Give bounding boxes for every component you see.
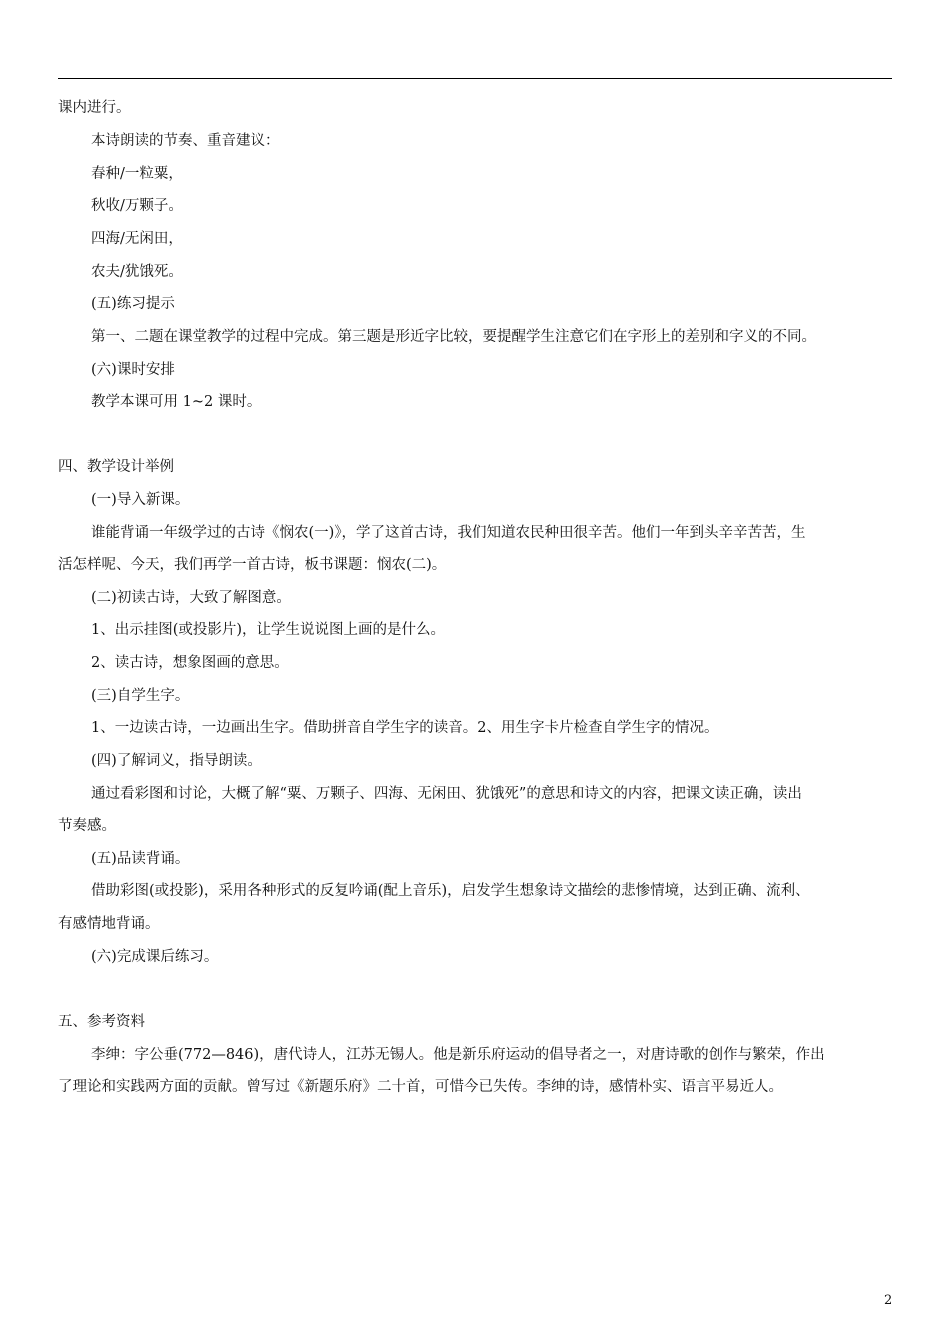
subheading: (四)了解词义，指导朗读。 [91, 753, 262, 769]
text-line: 活怎样呢、今天，我们再学一首古诗，板书课题：悯农(二)。 [58, 557, 447, 573]
text-line: 了理论和实践两方面的贡献。曾写过《新题乐府》二十首，可惜今已失传。李绅的诗，感情朴实、语言平易近人。 [58, 1079, 783, 1095]
text-line: 通过看彩图和讨论，大概了解“粟、万颗子、四海、无闲田、犹饿死”的意思和诗文的内容，把课文读正确，读出 [91, 786, 802, 802]
subheading: (六)课时安排 [91, 362, 175, 378]
text-line: 1、出示挂图(或投影片)，让学生说说图上画的是什么。 [91, 622, 446, 638]
text-line: 教学本课可用 1~2 课时。 [91, 394, 262, 410]
text-line: 本诗朗读的节奏、重音建议： [91, 133, 280, 149]
text-line: 第一、二题在课堂教学的过程中完成。第三题是形近字比较，要提醒学生注意它们在字形上的差别和字义的不同。 [91, 329, 816, 345]
text-line: 1、一边读古诗，一边画出生字。借助拼音自学生字的读音。2、用生字卡片检查自学生字的情况。 [91, 720, 719, 736]
header-rule [58, 78, 892, 79]
subheading: (三)自学生字。 [91, 688, 190, 704]
section-heading: 四、教学设计举例 [58, 459, 174, 475]
subheading: (五)品读背诵。 [91, 851, 190, 867]
poem-line: 秋收/万颗子。 [91, 198, 183, 214]
subheading: (二)初读古诗，大致了解图意。 [91, 590, 291, 606]
text-line: 课内进行。 [58, 100, 131, 116]
poem-line: 农夫/犹饿死。 [91, 264, 183, 280]
text-line: 借助彩图(或投影)，采用各种形式的反复吟诵(配上音乐)，启发学生想象诗文描绘的悲惨情境，达到正确、流利、 [91, 883, 810, 899]
text-line: 2、读古诗，想象图画的意思。 [91, 655, 289, 671]
subheading: (一)导入新课。 [91, 492, 190, 508]
text-line: 谁能背诵一年级学过的古诗《悯农(一)》，学了这首古诗，我们知道农民种田很辛苦。他们一年到头辛辛苦苦，生 [91, 525, 806, 541]
subheading: (五)练习提示 [91, 296, 175, 312]
poem-line: 春种/一粒粟， [91, 166, 183, 182]
poem-line: 四海/无闲田， [91, 231, 183, 247]
text-line: 节奏感。 [58, 818, 116, 834]
section-heading: 五、参考资料 [58, 1014, 145, 1030]
page-number: 2 [884, 1293, 893, 1308]
text-line: 李绅：字公垂(772—846)，唐代诗人，江苏无锡人。他是新乐府运动的倡导者之一，对唐诗歌的创作与繁荣，作出 [91, 1047, 825, 1063]
subheading: (六)完成课后练习。 [91, 949, 219, 965]
text-line: 有感情地背诵。 [58, 916, 160, 932]
